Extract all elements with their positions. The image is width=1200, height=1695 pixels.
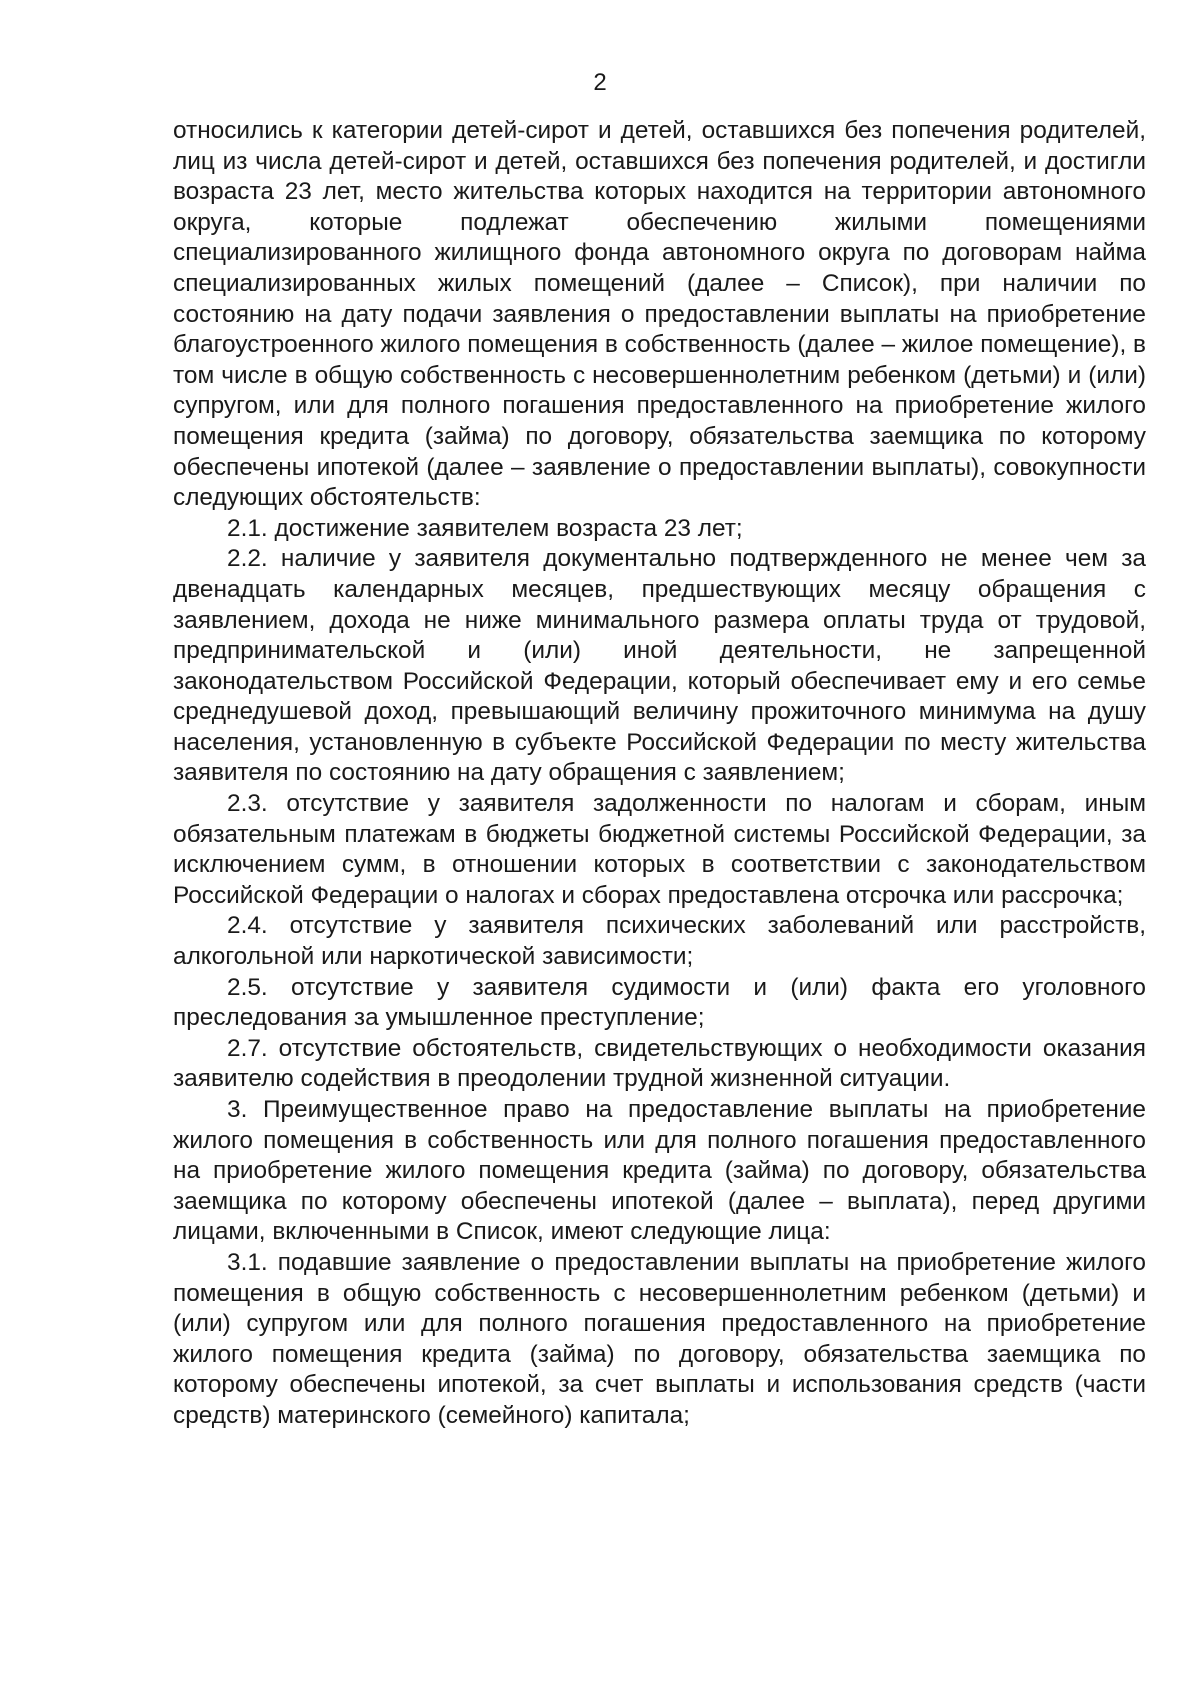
paragraph-3-1: 3.1. подавшие заявление о предоставлении выплаты на приобретение жилого помещения в общую собственность с несовершеннолетним ребенком (детьми) и (или) супругом или для полного погашения предоставленного на приобретение жилого помещения кредита (займа) по договору, обязательства заемщика по которому обеспечены ипотекой, за счет выплаты и использования средств (части средств) материнского (семейного) капитала; bbox=[173, 1248, 1146, 1429]
page-number: 2 bbox=[593, 69, 607, 96]
paragraph-2-4: 2.4. отсутствие у заявителя психических заболеваний или расстройств, алкогольной или наркотической зависимости; bbox=[173, 912, 1146, 971]
paragraph-3: 3. Преимущественное право на предоставление выплаты на приобретение жилого помещения в собственность или для полного погашения предоставленного на приобретение жилого помещения кредита (займа) по договору, обязательства заемщика по которому обеспечены ипотекой (далее – выплата), перед другими лицами, включенными в Список, имеют следующие лица: bbox=[173, 1096, 1146, 1246]
paragraph-2-2: 2.2. наличие у заявителя документально подтвержденного не менее чем за двенадцать календарных месяцев, предшествующих месяцу обращения с заявлением, дохода не ниже минимального размера оплаты труда от трудовой, предпринимательской и (или) иной деятельности, не запрещенной законодательством Российской Федерации, который обеспечивает ему и его семье среднедушевой доход, превышающий величину прожиточного минимума на душу населения, установленную в субъекте Российской Федерации по месту жительства заявителя по состоянию на дату обращения с заявлением; bbox=[173, 545, 1146, 787]
document-body bbox=[173, 116, 1146, 1432]
paragraph-continuation: относились к категории детей-сирот и детей, оставшихся без попечения родителей, лиц из числа детей-сирот и детей, оставшихся без попечения родителей, и достигли возраста 23 лет, место жительства которых находится на территории автономного округа, которые подлежат обеспечению жилыми помещениями специализированного жилищного фонда автономного округа по договорам найма специализированных жилых помещений (далее – Список), при наличии по состоянию на дату подачи заявления о предоставлении выплаты на приобретение благоустроенного жилого помещения в собственность (далее – жилое помещение), в том числе в общую собственность с несовершеннолетним ребенком (детьми) и (или) супругом, или для полного погашения предоставленного на приобретение жилого помещения кредита (займа) по договору, обязательства заемщика по которому обеспечены ипотекой (далее – заявление о предоставлении выплаты), совокупности следующих обстоятельств: bbox=[173, 117, 1146, 512]
paragraph-2-3: 2.3. отсутствие у заявителя задолженности по налогам и сборам, иным обязательным платежам в бюджеты бюджетной системы Российской Федерации, за исключением сумм, в отношении которых в соответствии с законодательством Российской Федерации о налогах и сборах предоставлена отсрочка или рассрочка; bbox=[173, 790, 1146, 909]
paragraph-2-1: 2.1. достижение заявителем возраста 23 лет; bbox=[227, 514, 743, 542]
paragraph-2-5: 2.5. отсутствие у заявителя судимости и (или) факта его уголовного преследования за умышленное преступление; bbox=[173, 973, 1146, 1032]
paragraph-2-7: 2.7. отсутствие обстоятельств, свидетельствующих о необходимости оказания заявителю содействия в преодолении трудной жизненной ситуации. bbox=[173, 1034, 1146, 1093]
